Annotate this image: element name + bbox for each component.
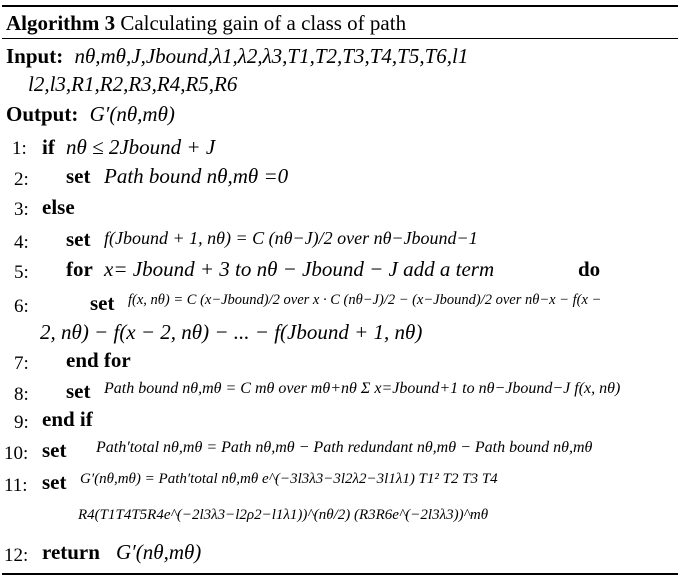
step-number: 5: [14, 262, 29, 283]
step-keyword: if [42, 135, 55, 159]
step-text: Path bound nθ,mθ = C mθ over mθ+nθ Σ x=Jbound+1 to nθ−Jbound−J f(x, nθ) [104, 380, 621, 397]
input-params-2: l2,l3,R1,R2,R3,R4,R5,R6 [28, 72, 238, 96]
step-keyword: set [42, 470, 67, 494]
top-rule [2, 5, 678, 7]
step-number: 10: [4, 443, 29, 464]
step-continuation: R4(T1T4T5R4e^(−2l3λ3−l2ρ2−l1λ1))^(nθ/2) (R3R6e^(−2l3λ3))^mθ [78, 507, 489, 523]
step-number: 2: [14, 169, 29, 190]
step-keyword: else [42, 195, 75, 219]
step-number: 8: [14, 384, 29, 405]
step-text: x= Jbound + 3 to nθ − Jbound − J add a term [104, 257, 495, 281]
input-params-1: nθ,mθ,J,Jbound,λ1,λ2,λ3,T1,T2,T3,T4,T5,T6,l1 [74, 44, 469, 68]
step-keyword: set [66, 164, 91, 188]
step-continuation: 2, nθ) − f(x − 2, nθ) − ... − f(Jbound + 1, nθ) [40, 320, 423, 344]
algorithm-label: Algorithm 3 [6, 11, 116, 35]
step-keyword: end for [66, 348, 131, 372]
step-keyword-do: do [578, 257, 601, 281]
step-text: Path bound nθ,mθ =0 [104, 164, 289, 188]
step-text: f(x, nθ) = C (x−Jbound)/2 over x · C (nθ−J)/2 − (x−Jbound)/2 over nθ−x − f(x − [128, 292, 602, 308]
step-number: 1: [12, 138, 27, 159]
output-label: Output: [6, 102, 79, 126]
step-number: 7: [14, 353, 29, 374]
step-keyword: for [66, 257, 93, 281]
step-keyword: set [66, 379, 91, 403]
output-line [6, 104, 175, 125]
step-keyword: end if [42, 407, 93, 431]
step-number: 9: [14, 412, 29, 433]
input-label: Input: [6, 44, 64, 68]
step-number: 12: [4, 545, 29, 566]
step-text: G′(nθ,mθ) = Path′total nθ,mθ e^(−3l3λ3−3l2λ2−3l1λ1) T1² T2 T3 T4 [80, 471, 498, 487]
algorithm-title: Calculating gain of a class of path [120, 11, 407, 35]
step-keyword: set [66, 227, 91, 251]
step-number: 6: [14, 296, 29, 317]
step-number: 4: [14, 232, 29, 253]
output-value: G′(nθ,mθ) [89, 102, 175, 126]
step-number: 3: [14, 199, 29, 220]
step-keyword: return [42, 540, 100, 564]
algorithm-caption [6, 13, 406, 34]
step-text: nθ ≤ 2Jbound + J [66, 135, 216, 159]
step-number: 11: [4, 475, 28, 496]
step-keyword: set [90, 291, 115, 315]
step-keyword: set [42, 438, 67, 462]
bottom-rule [2, 573, 678, 575]
step-text: Path′total nθ,mθ = Path nθ,mθ − Path redundant nθ,mθ − Path bound nθ,mθ [96, 439, 593, 456]
input-line-1 [6, 46, 468, 67]
step-text: f(Jbound + 1, nθ) = C (nθ−J)/2 over nθ−Jbound−1 [104, 228, 478, 248]
input-line-2 [28, 74, 237, 95]
caption-rule [2, 38, 678, 39]
step-text: G′(nθ,mθ) [116, 540, 202, 564]
